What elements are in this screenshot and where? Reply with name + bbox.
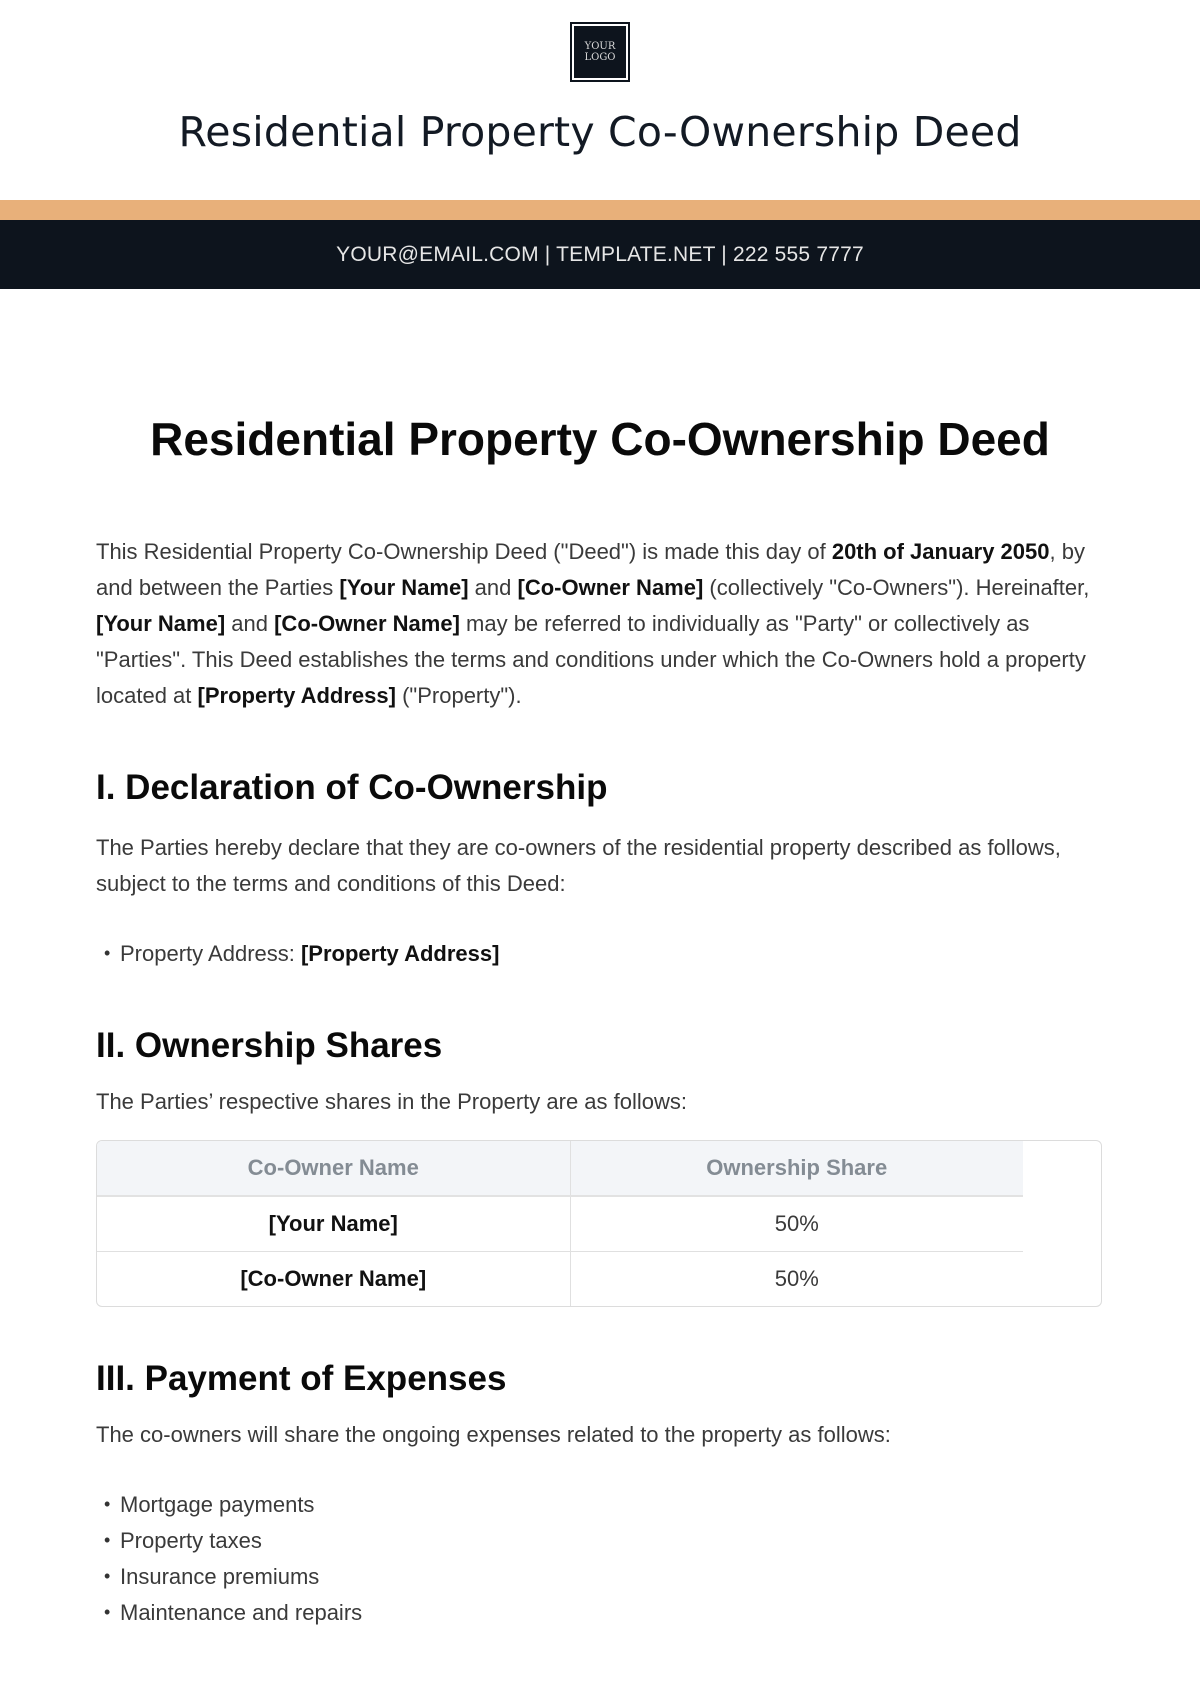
declaration-list (96, 936, 1106, 972)
section-text-payment-of-expenses: The co-owners will share the ongoing expenses related to the property as follows: (96, 1422, 891, 1447)
document-title: Residential Property Co-Ownership Deed (150, 413, 1050, 465)
party-name: [Your Name] (96, 611, 226, 636)
co-owner-name: [Co-Owner Name] (274, 611, 460, 636)
accent-band (0, 200, 1200, 220)
list-item: • Insurance premiums (96, 1559, 1106, 1595)
contact-info: YOUR@EMAIL.COM | TEMPLATE.NET | 222 555 7777 (336, 242, 864, 266)
co-owner-name-cell: [Co-Owner Name] (97, 1251, 570, 1306)
intro-text: This Residential Property Co-Ownership Deed ("Deed") is made this day of (96, 539, 832, 564)
logo-text-line2: LOGO (584, 52, 616, 63)
section-heading-ownership-shares: II. Ownership Shares (96, 1026, 443, 1065)
header-title-text: Residential Property Co-Ownership Deed (178, 108, 1022, 156)
party-name: [Your Name] (339, 575, 469, 600)
ownership-share-cell: 50% (774, 1265, 819, 1291)
intro-text: ("Property"). (395, 683, 522, 708)
intro-text: (collectively "Co-Owners"). Hereinafter, (703, 575, 1090, 600)
list-item-label: Property Address: (120, 941, 301, 966)
co-owner-name: [Co-Owner Name] (517, 575, 704, 600)
section-heading-payment-of-expenses: III. Payment of Expenses (96, 1359, 507, 1398)
section-heading-declaration: I. Declaration of Co-Ownership (96, 768, 608, 807)
intro-text: and (225, 611, 275, 636)
expenses-list (96, 1487, 1106, 1631)
property-address: [Property Address] (300, 941, 500, 966)
list-item: • Maintenance and repairs (96, 1595, 1106, 1631)
table-row (97, 1196, 1023, 1251)
section-text-ownership-shares: The Parties’ respective shares in the Property are as follows: (96, 1089, 688, 1114)
list-item: • Mortgage payments (96, 1487, 1106, 1523)
table-row (97, 1251, 1023, 1306)
intro-text: , by and between the Parties (96, 539, 1085, 600)
deed-date: 20th of January 2050 (831, 539, 1050, 564)
list-item: • Property taxes (96, 1523, 1106, 1559)
co-owner-name-cell: [Your Name] (97, 1196, 570, 1251)
intro-text: may be referred to individually as "Party" or collectively as "Parties". This Deed establishes the terms and conditions under which the Co-Owners hold a property located at (96, 611, 1086, 708)
list-item (96, 936, 1106, 972)
property-address: [Property Address] (197, 683, 396, 708)
intro-text: and (468, 575, 518, 600)
column-header-ownership-share: Ownership Share (570, 1141, 1023, 1196)
section-text-declaration: The Parties hereby declare that they are co-owners of the residential property described as follows, subject to the terms and conditions of this Deed: (96, 835, 1061, 896)
ownership-share-cell: 50% (570, 1196, 1023, 1251)
intro-paragraph (96, 534, 1106, 714)
company-logo (570, 22, 630, 82)
ownership-table (96, 1140, 1102, 1307)
table-header-row (97, 1141, 1023, 1196)
logo-text-line1: YOUR (584, 41, 616, 52)
column-header-co-owner-name: Co-Owner Name (97, 1141, 570, 1196)
document-body (96, 534, 1106, 1631)
header-title (0, 108, 1200, 156)
contact-band (0, 220, 1200, 289)
